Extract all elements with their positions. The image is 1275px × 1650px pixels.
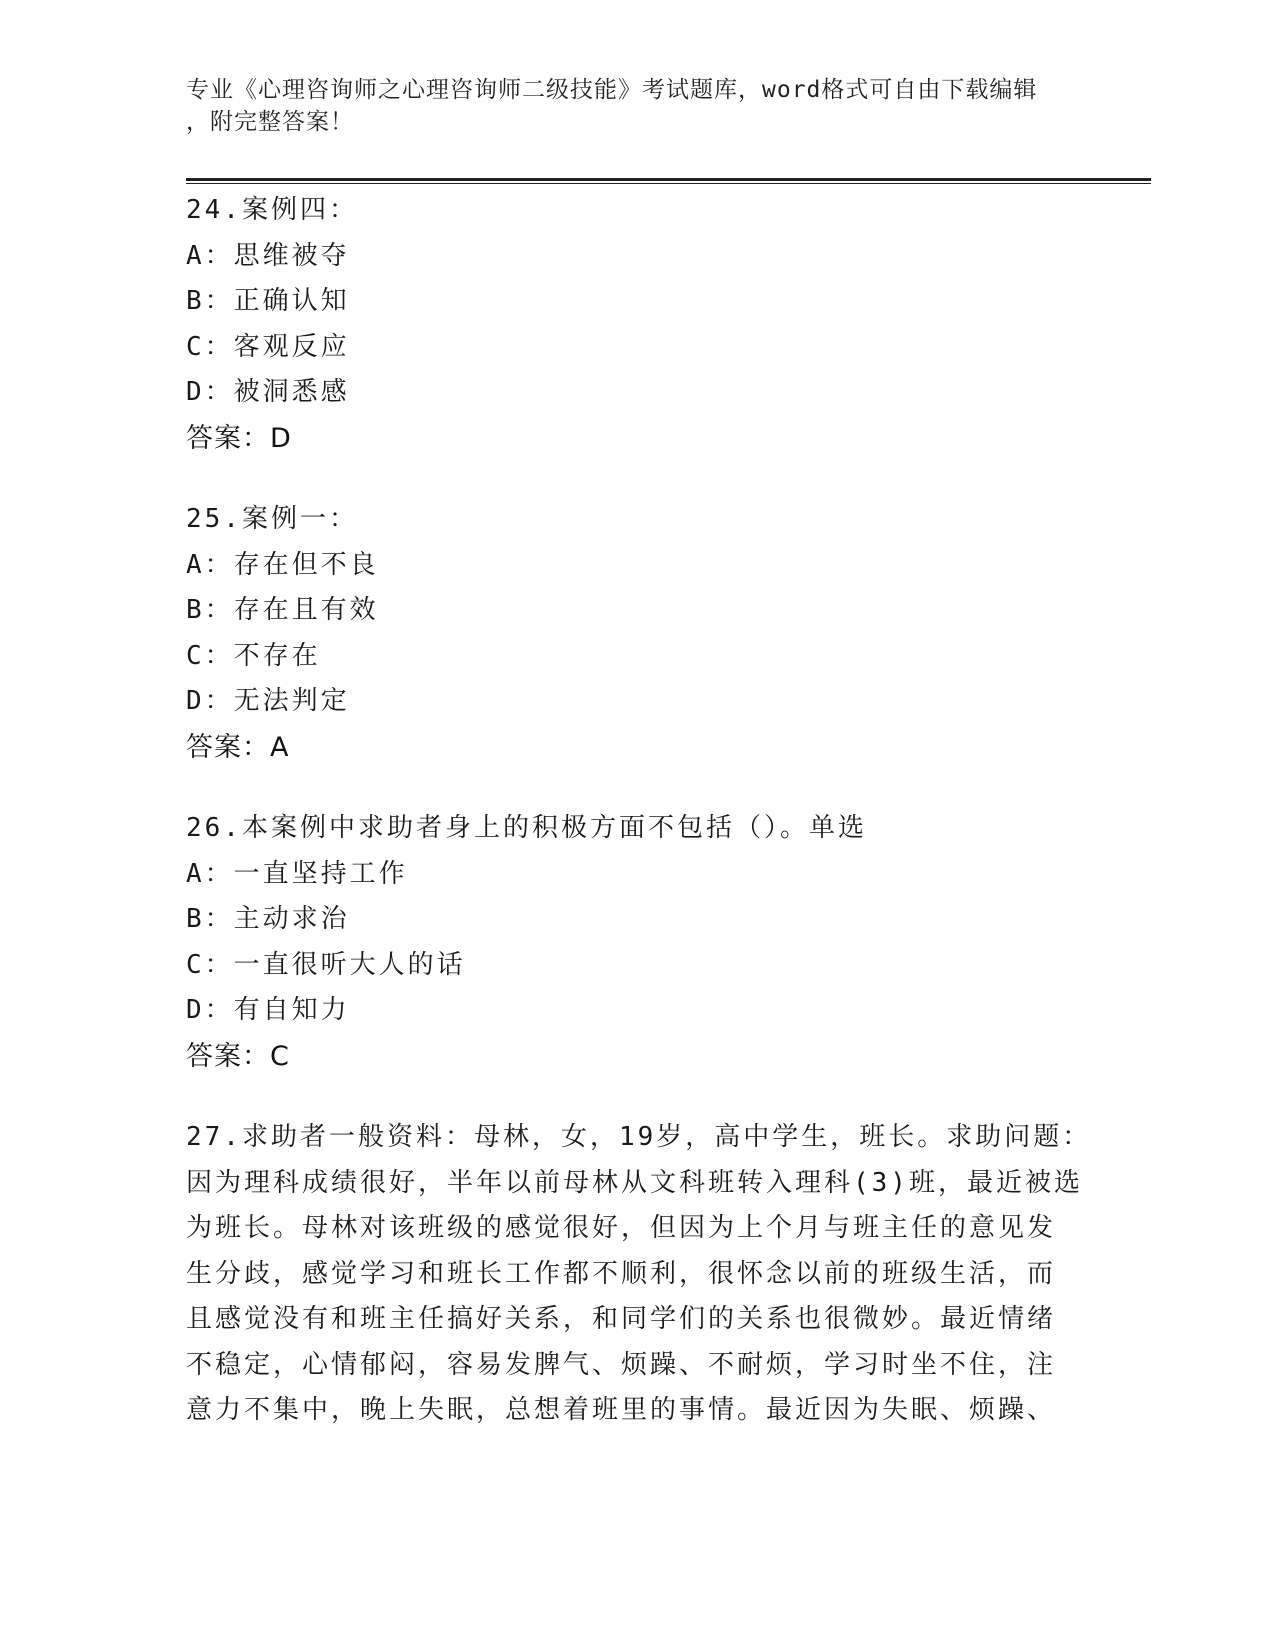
answer-label: 答案：A	[186, 731, 290, 763]
passage-line: 27.求助者一般资料：母林，女，19岁，高中学生，班长。求助问题：	[186, 1122, 1092, 1152]
answer-label: 答案：D	[186, 422, 292, 454]
document-header	[186, 74, 1066, 138]
question-stem: 24.案例四：	[186, 195, 358, 225]
option-b: B：主动求治	[186, 904, 350, 934]
passage-line: 且感觉没有和班主任搞好关系，和同学们的关系也很微妙。最近情绪	[186, 1304, 1057, 1334]
question-27-passage	[186, 1115, 1092, 1434]
option-a: A：思维被夺	[186, 240, 350, 271]
option-d: D：被洞悉感	[186, 377, 350, 407]
option-d: D：无法判定	[186, 686, 350, 716]
question-stem: 26.本案例中求助者身上的积极方面不包括（）。单选	[186, 813, 867, 843]
option-a: A：存在但不良	[186, 549, 379, 580]
passage-line: 生分歧，感觉学习和班长工作都不顺利，很怀念以前的班级生活，而	[186, 1258, 1057, 1289]
question-stem: 25.案例一：	[186, 504, 358, 534]
option-a: A：一直坚持工作	[186, 858, 408, 889]
header-line-2: ，附完整答案！	[186, 109, 354, 135]
answer-label: 答案：C	[186, 1040, 290, 1072]
question-list	[186, 188, 1092, 1434]
question-24	[186, 188, 1086, 461]
header-divider-thick	[186, 178, 1151, 181]
question-26	[186, 806, 1086, 1079]
passage-line: 意力不集中，晚上失眠，总想着班里的事情。最近因为失眠、烦躁、	[186, 1395, 1057, 1425]
header-line-1: 专业《心理咨询师之心理咨询师二级技能》考试题库，word格式可自由下载编辑	[186, 77, 1038, 103]
option-c: C：客观反应	[186, 331, 350, 362]
option-c: C：一直很听大人的话	[186, 949, 466, 980]
passage-line: 为班长。母林对该班级的感觉很好，但因为上个月与班主任的意见发	[186, 1213, 1057, 1243]
passage-line: 因为理科成绩很好，半年以前母林从文科班转入理科(3)班，最近被选	[186, 1167, 1083, 1198]
header-divider-thin	[186, 183, 1151, 184]
option-c: C：不存在	[186, 640, 321, 671]
question-25	[186, 497, 1086, 770]
option-d: D：有自知力	[186, 995, 350, 1025]
option-b: B：正确认知	[186, 286, 350, 316]
option-b: B：存在且有效	[186, 595, 379, 625]
passage-line: 不稳定，心情郁闷，容易发脾气、烦躁、不耐烦，学习时坐不住，注	[186, 1349, 1057, 1380]
